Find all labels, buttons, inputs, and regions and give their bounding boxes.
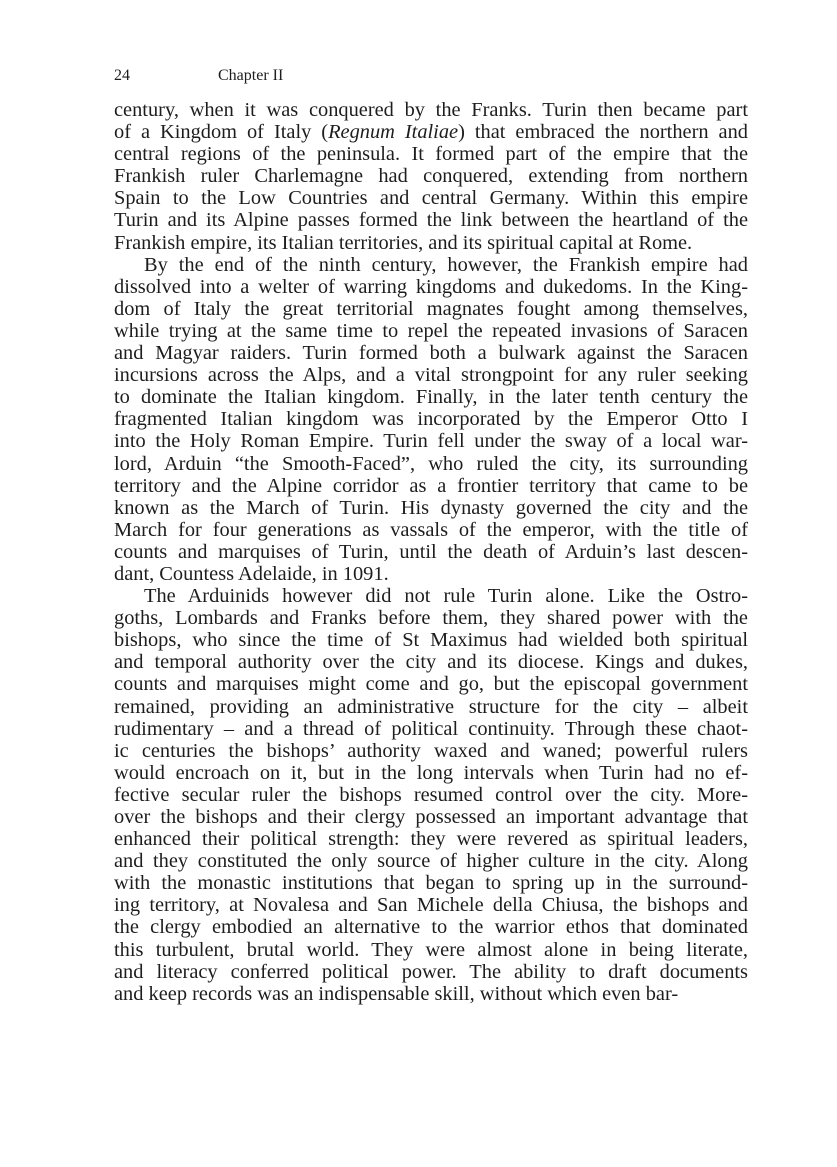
page-number: 24: [114, 67, 130, 84]
text-line: and Magyar raiders. Turin formed both a bulwark against the Saracen: [114, 342, 748, 365]
text-line: century, when it was conquered by the Franks. Turin then became part: [114, 99, 748, 121]
text-line: known as the March of Turin. His dynasty governed the city and the: [114, 496, 748, 519]
running-header: [114, 66, 283, 86]
text-line: goths, Lombards and Franks before them, they shared power with the: [114, 607, 748, 630]
paragraph: [114, 585, 748, 1005]
text-line: and they constituted the only source of higher culture in the city. Along: [114, 850, 748, 873]
text-line: while trying at the same time to repel the repeated invasions of Saracen: [114, 319, 748, 342]
text-line: and temporal authority over the city and its diocese. Kings and dukes,: [114, 651, 748, 674]
text-line: March for four generations as vassals of the emperor, with the title of: [114, 518, 748, 541]
paragraph: [114, 99, 748, 254]
text-line: dom of Italy the great territorial magnates fought among themselves,: [114, 297, 748, 320]
text-line: the clergy embodied an alternative to the warrior ethos that dominated: [114, 916, 748, 939]
text-line: counts and marquises might come and go, but the episcopal government: [114, 673, 748, 696]
italic-term: Regnum Italiae: [328, 121, 459, 144]
text-line: lord, Arduin “the Smooth-Faced”, who ruled the city, its surrounding: [114, 452, 748, 475]
text-line: fragmented Italian kingdom was incorporated by the Emperor Otto I: [114, 408, 748, 431]
text-line: and literacy conferred political power. The ability to draft documents: [114, 960, 748, 983]
chapter-title: Chapter II: [218, 67, 284, 84]
text-line: incursions across the Alps, and a vital strongpoint for any ruler seeking: [114, 364, 748, 387]
text-line: By the end of the ninth century, however, the Frankish empire had: [144, 253, 748, 276]
text-line: The Arduinids however did not rule Turin alone. Like the Ostro-: [144, 585, 748, 608]
text-line: [114, 121, 748, 143]
text-line: Turin and its Alpine passes formed the link between the heartland of the: [114, 209, 748, 232]
text-line: Spain to the Low Countries and central Germany. Within this empire: [114, 187, 748, 210]
text-line: remained, providing an administrative structure for the city – albeit: [114, 695, 748, 718]
text-line: dant, Countess Adelaide, in 1091.: [114, 562, 389, 585]
text-line: into the Holy Roman Empire. Turin fell under the sway of a local war-: [114, 430, 748, 453]
text-line: ic centuries the bishops’ authority waxed and waned; powerful rulers: [114, 739, 748, 762]
text-line: enhanced their political strength: they were revered as spiritual leaders,: [114, 828, 748, 851]
paragraph: [114, 254, 748, 585]
text-line: to dominate the Italian kingdom. Finally, in the later tenth century the: [114, 386, 748, 409]
text-line: bishops, who since the time of St Maximus had wielded both spiritual: [114, 629, 748, 652]
text-line: dissolved into a welter of warring kingdoms and dukedoms. In the King-: [114, 275, 748, 298]
text-line: territory and the Alpine corridor as a frontier territory that came to be: [114, 474, 748, 497]
text-line: Frankish empire, its Italian territories, and its spiritual capital at Rome.: [114, 231, 693, 254]
text-line: ing territory, at Novalesa and San Michele della Chiusa, the bishops and: [114, 894, 748, 917]
text-line: would encroach on it, but in the long intervals when Turin had no ef-: [114, 761, 748, 784]
text-line: with the monastic institutions that began to spring up in the surround-: [114, 872, 748, 895]
text-line: and keep records was an indispensable skill, without which even bar-: [114, 982, 679, 1005]
text-line: central regions of the peninsula. It formed part of the empire that the: [114, 143, 748, 166]
text-line: over the bishops and their clergy possessed an important advantage that: [114, 806, 748, 828]
text-line: fective secular ruler the bishops resumed control over the city. More-: [114, 783, 748, 806]
body-text: [114, 99, 748, 1005]
text-line: Frankish ruler Charlemagne had conquered, extending from northern: [114, 165, 748, 188]
text-segment: ) that embraced the northern and: [458, 121, 748, 144]
text-line: this turbulent, brutal world. They were almost alone in being literate,: [114, 938, 748, 961]
text-line: counts and marquises of Turin, until the death of Arduin’s last descen-: [114, 540, 748, 563]
text-line: rudimentary – and a thread of political continuity. Through these chaot-: [114, 717, 748, 740]
text-segment: of a Kingdom of Italy (: [114, 121, 329, 144]
